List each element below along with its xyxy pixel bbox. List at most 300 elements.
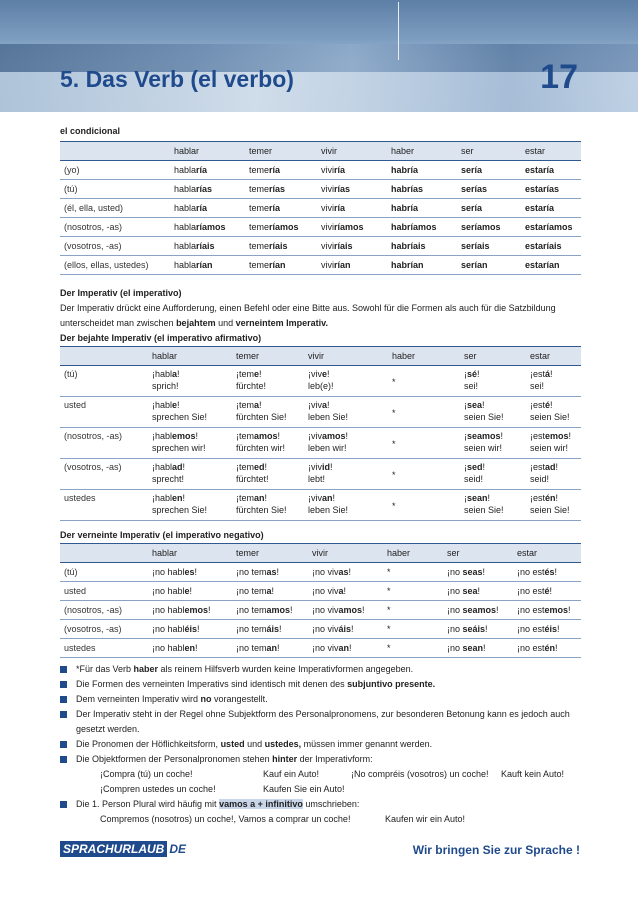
verb-ending: seas [462, 567, 483, 577]
exclamation: ! [483, 643, 486, 653]
verb-ending: e [322, 369, 328, 379]
verb-ending: a [338, 586, 344, 596]
verb-form-cell [383, 601, 443, 620]
verb-ending: sé [467, 369, 478, 379]
verb-ending: áis [266, 624, 280, 634]
verb-stem: ¡habl [152, 400, 173, 410]
verb-stem: ¡est [530, 493, 546, 503]
verb-ending: sed [467, 462, 483, 472]
verb-form-cell [308, 563, 383, 582]
note-item: *Für das Verb haber als reinem Hilfsverb wurden keine Imperativformen angegeben. [60, 662, 590, 677]
verb-ending: ad [545, 462, 556, 472]
verb-form-cell [148, 490, 232, 521]
verb-form-cell [232, 620, 308, 639]
exclamation: ! [327, 400, 330, 410]
exclamation: ! [195, 643, 198, 653]
subject-cell: (nosotros, -as) [60, 601, 148, 620]
verb-stem: teme [249, 260, 270, 270]
german-translation: sei! [530, 381, 545, 391]
verb-stem: ¡tem [236, 431, 254, 441]
verb-ending: as [338, 567, 349, 577]
verb-ending: estarías [525, 184, 560, 194]
verb-ending: amos [322, 431, 346, 441]
verb-stem: ¡habl [152, 493, 173, 503]
verb-form-cell [148, 397, 232, 428]
verb-stem: ¡viv [308, 462, 322, 472]
verb-ending: sea [467, 400, 483, 410]
verb-stem: ¡est [530, 400, 546, 410]
verb-form-cell [317, 237, 387, 256]
exclamation: ! [557, 624, 560, 634]
verb-form-cell [513, 563, 581, 582]
imperative-text-line2: unterscheidet man zwischen bejahtem und verneintem Imperativ. [60, 318, 328, 328]
verb-form-cell [304, 459, 388, 490]
verb-ending: seáis [462, 624, 486, 634]
verb-ending: habría [391, 203, 419, 213]
german-translation: lebt! [308, 474, 326, 484]
asterisk-mark: * [392, 377, 396, 387]
exclamation: ! [330, 462, 333, 472]
spanish-form [236, 368, 300, 380]
verb-ending: ed [254, 462, 265, 472]
verb-form-cell [148, 563, 232, 582]
verb-form-cell [148, 459, 232, 490]
column-header-hablar: hablar [170, 142, 245, 161]
verb-ending: sería [461, 165, 483, 175]
verb-form-cell [308, 582, 383, 601]
column-header-ser: ser [457, 142, 521, 161]
exclamation: ! [496, 605, 499, 615]
verb-stem: ¡no tem [236, 605, 267, 615]
verb-ending: áis [338, 624, 352, 634]
verb-form-cell [388, 397, 460, 428]
table-row [60, 459, 581, 490]
verb-form-cell [521, 199, 581, 218]
verb-stem: ¡no viv [312, 643, 339, 653]
exclamation: ! [351, 624, 354, 634]
verb-form-cell [148, 620, 232, 639]
exclamation: ! [550, 369, 553, 379]
verb-ending: ría [269, 203, 281, 213]
verb-stem: ¡tem [236, 493, 254, 503]
exclamation: ! [264, 493, 268, 503]
conditional-table [60, 141, 581, 275]
verb-form-cell [148, 601, 232, 620]
exclamation: ! [189, 586, 193, 596]
verb-form-cell [170, 161, 245, 180]
spanish-form [236, 399, 300, 411]
note-item: Die Objektformen der Personalpronomen stehen hinter der Imperativform: [60, 752, 590, 767]
subject-cell: (tú) [60, 180, 170, 199]
verb-ending: rías [196, 184, 213, 194]
verb-stem: ¡no est [517, 586, 545, 596]
verb-ending: és [544, 567, 555, 577]
exclamation: ! [349, 643, 352, 653]
table-row [60, 366, 581, 397]
subject-cell: (vosotros, -as) [60, 620, 148, 639]
verb-stem: ¡no viv [312, 567, 339, 577]
column-header-ser: ser [460, 347, 526, 366]
exclamation: ! [485, 624, 488, 634]
spanish-form [530, 368, 577, 380]
verb-stem: vivi [321, 184, 334, 194]
column-header-temer: temer [232, 347, 304, 366]
verb-ending: en [172, 493, 183, 503]
verb-ending: as [266, 567, 277, 577]
column-header-estar: estar [526, 347, 581, 366]
spanish-form [464, 399, 522, 411]
verb-ending: habríais [391, 241, 426, 251]
verb-ending: habrías [391, 184, 424, 194]
page-title: 5. Das Verb (el verbo) [60, 66, 294, 92]
column-header-haber: haber [383, 544, 443, 563]
exclamation: ! [477, 586, 481, 596]
verb-ending: sea [462, 586, 478, 596]
german-translation: seid! [464, 474, 484, 484]
verb-form-cell [304, 428, 388, 459]
verb-ending: an [266, 643, 278, 653]
asterisk-mark: * [392, 408, 396, 418]
verb-form-cell [387, 199, 457, 218]
verb-form-cell [513, 639, 581, 658]
table-row [60, 563, 581, 582]
verb-form-cell [526, 490, 581, 521]
verb-ending: ría [196, 165, 208, 175]
table-row [60, 428, 581, 459]
verb-stem: ¡ [464, 369, 467, 379]
exclamation: ! [348, 567, 352, 577]
verb-form-cell [232, 428, 304, 459]
verb-form-cell [513, 582, 581, 601]
spanish-form [530, 399, 577, 411]
verb-form-cell [317, 199, 387, 218]
exclamation: ! [362, 605, 365, 615]
verb-form-cell [148, 639, 232, 658]
exclamation: ! [345, 431, 349, 441]
verb-stem: ¡no habl [152, 586, 185, 596]
verb-form-cell [317, 161, 387, 180]
spanish-form [308, 492, 384, 504]
verb-form-cell [308, 620, 383, 639]
verb-stem: vivi [321, 203, 334, 213]
verb-form-cell [521, 237, 581, 256]
verb-ending: rías [269, 184, 286, 194]
exclamation: ! [182, 462, 186, 472]
verb-stem: ¡tem [236, 400, 254, 410]
table-row [60, 199, 581, 218]
subject-cell: ustedes [60, 639, 148, 658]
exclamation: ! [271, 586, 275, 596]
example-line: ¡Compren ustedes un coche! Kaufen Sie ein Auto! [100, 784, 345, 794]
table-row [60, 256, 581, 275]
subject-cell: (vosotros, -as) [60, 459, 148, 490]
verb-stem: vivi [321, 165, 334, 175]
verb-ending: e [254, 369, 260, 379]
exclamation: ! [555, 462, 559, 472]
verb-stem: ¡habl [152, 431, 173, 441]
imperative-intro [60, 286, 590, 331]
verb-ending: ríais [196, 241, 215, 251]
verb-form-cell [245, 199, 317, 218]
german-translation: seien Sie! [464, 505, 504, 515]
verb-form-cell [460, 490, 526, 521]
verb-stem: ¡no viv [312, 624, 339, 634]
exclamation: ! [177, 369, 180, 379]
exclamation: ! [259, 400, 262, 410]
verb-ending: éis [544, 624, 558, 634]
verb-form-cell [460, 397, 526, 428]
verb-ending: e [172, 400, 178, 410]
column-header-temer: temer [232, 544, 308, 563]
verb-ending: seríamos [461, 222, 501, 232]
brand-logo[interactable] [60, 841, 186, 857]
verb-form-cell [170, 256, 245, 275]
verb-ending: estaríais [525, 241, 562, 251]
verb-form-cell [304, 397, 388, 428]
verb-stem: habla [174, 165, 197, 175]
german-translation: leben Sie! [308, 412, 349, 422]
verb-form-cell [232, 397, 304, 428]
verb-ending: ad [172, 462, 183, 472]
verb-ending: emos [544, 605, 569, 615]
verb-stem: ¡no tem [236, 624, 267, 634]
verb-ending: ríamos [269, 222, 299, 232]
verb-form-cell [387, 161, 457, 180]
verb-form-cell [245, 218, 317, 237]
spanish-form [530, 461, 577, 473]
table-row [60, 180, 581, 199]
verb-ending: a [322, 400, 328, 410]
exclamation: ! [555, 643, 558, 653]
exclamation: ! [197, 624, 200, 634]
verb-ending: ríais [334, 241, 353, 251]
column-header-haber: haber [387, 142, 457, 161]
negative-imperative-table [60, 543, 581, 658]
exclamation: ! [482, 462, 486, 472]
exclamation: ! [555, 493, 559, 503]
verb-ending: sean [462, 643, 484, 653]
german-translation: leb(e)! [308, 381, 334, 391]
verb-stem: habla [174, 203, 197, 213]
verb-form-cell [387, 218, 457, 237]
verb-stem: ¡ [464, 400, 467, 410]
note-item: Dem verneinten Imperativ wird no vorangestellt. [60, 692, 590, 707]
spanish-form [530, 492, 577, 504]
bullet-icon [60, 711, 67, 718]
verb-form-cell [457, 180, 521, 199]
verb-form-cell [457, 199, 521, 218]
bullet-icon [60, 681, 67, 688]
spanish-form [236, 492, 300, 504]
verb-form-cell [148, 366, 232, 397]
spanish-form [152, 492, 228, 504]
verb-form-cell [513, 620, 581, 639]
german-translation: seien Sie! [464, 412, 504, 422]
bullet-icon [60, 696, 67, 703]
verb-stem: vivi [321, 260, 334, 270]
spanish-form [152, 461, 228, 473]
verb-form-cell [526, 397, 581, 428]
verb-stem: habla [174, 260, 197, 270]
verb-ending: é [544, 586, 550, 596]
verb-stem: ¡no [447, 586, 463, 596]
spanish-form [236, 461, 300, 473]
verb-stem: ¡no est [517, 643, 545, 653]
verb-stem: ¡no [447, 643, 463, 653]
verb-stem: ¡no est [517, 605, 545, 615]
verb-form-cell [232, 601, 308, 620]
bullet-icon [60, 666, 67, 673]
verb-ending: emos [184, 605, 209, 615]
verb-stem: ¡viv [308, 493, 322, 503]
table-row [60, 161, 581, 180]
verb-stem: ¡est [530, 369, 546, 379]
exclamation: ! [343, 586, 347, 596]
verb-ending: seríais [461, 241, 490, 251]
verb-stem: ¡no habl [152, 567, 185, 577]
verb-form-cell [443, 563, 513, 582]
verb-stem: teme [249, 241, 270, 251]
verb-form-cell [232, 582, 308, 601]
verb-ending: sean [467, 493, 488, 503]
verb-ending: emos [545, 431, 569, 441]
verb-ending: rían [196, 260, 213, 270]
subject-cell: (él, ella, usted) [60, 199, 170, 218]
verb-form-cell [388, 459, 460, 490]
note-item: Die Pronomen der Höflichkeitsform, usted und ustedes, müssen immer genannt werden. [60, 737, 590, 752]
verb-stem: teme [249, 165, 270, 175]
subject-cell: (ellos, ellas, ustedes) [60, 256, 170, 275]
table-row [60, 639, 581, 658]
spanish-form [464, 430, 522, 442]
verb-ending: ría [334, 165, 346, 175]
verb-form-cell [388, 366, 460, 397]
german-translation: seien wir! [530, 443, 569, 453]
spanish-form [464, 368, 522, 380]
column-header-estar: estar [513, 544, 581, 563]
column-header-hablar: hablar [148, 544, 232, 563]
verb-ending: an [322, 493, 333, 503]
table-row [60, 237, 581, 256]
subject-cell: (vosotros, -as) [60, 237, 170, 256]
verb-ending: estarían [525, 260, 560, 270]
verb-stem: vivi [321, 222, 334, 232]
verb-form-cell [460, 428, 526, 459]
verb-ending: á [545, 369, 551, 379]
verb-form-cell [521, 180, 581, 199]
verb-form-cell [513, 601, 581, 620]
verb-ending: amos [338, 605, 363, 615]
verb-ending: seamos [462, 605, 497, 615]
exclamation: ! [194, 567, 198, 577]
verb-ending: ría [269, 165, 281, 175]
affirmative-label: Der bejahte Imperativ (el imperativo afirmativo) [60, 333, 262, 343]
verb-stem: ¡no est [517, 624, 545, 634]
verb-ending: én [545, 493, 556, 503]
verb-form-cell [170, 218, 245, 237]
verb-stem: ¡no habl [152, 624, 185, 634]
german-translation: fürchtet! [236, 474, 269, 484]
imperative-heading: Der Imperativ (el imperativo) [60, 288, 182, 298]
verb-stem: ¡no tem [236, 586, 267, 596]
verb-form-cell [304, 490, 388, 521]
column-header-vivir: vivir [304, 347, 388, 366]
verb-form-cell [460, 366, 526, 397]
verb-form-cell [521, 161, 581, 180]
verb-form-cell [304, 366, 388, 397]
verb-stem: ¡viv [308, 431, 322, 441]
german-translation: sprich! [152, 381, 179, 391]
asterisk-mark: * [387, 643, 391, 653]
column-header-hablar: hablar [148, 347, 232, 366]
verb-stem: ¡no tem [236, 643, 267, 653]
example-line: Compremos (nosotros) un coche!, Vamos a comprar un coche! Kaufen wir ein Auto! [100, 814, 466, 824]
german-translation: sei! [464, 381, 479, 391]
verb-ending: habría [391, 165, 419, 175]
verb-form-cell [526, 459, 581, 490]
german-translation: fürchte! [236, 381, 267, 391]
exclamation: ! [279, 624, 282, 634]
verb-ending: a [172, 369, 178, 379]
column-header-empty [60, 347, 148, 366]
german-translation: seien Sie! [530, 505, 570, 515]
subject-cell: usted [60, 582, 148, 601]
column-header-haber: haber [388, 347, 460, 366]
table-row [60, 601, 581, 620]
brand-name: SPRACHURLAUB [60, 841, 167, 857]
subject-cell: (nosotros, -as) [60, 218, 170, 237]
note-item: Die Formen des verneinten Imperativs sind identisch mit denen des subjuntivo presente. [60, 677, 590, 692]
exclamation: ! [500, 431, 504, 441]
boat-mast [398, 2, 399, 60]
exclamation: ! [208, 605, 211, 615]
verb-stem: ¡viv [308, 369, 322, 379]
verb-ending: rían [334, 260, 351, 270]
verb-form-cell [383, 582, 443, 601]
spanish-form [152, 399, 228, 411]
german-translation: leben Sie! [308, 505, 349, 515]
verb-stem: teme [249, 203, 270, 213]
bullet-icon [60, 741, 67, 748]
imperative-text-line1: Der Imperativ drückt eine Aufforderung, einen Befehl oder eine Bitte aus. Sowohl für die Formen als auch für die Satzbildung [60, 303, 556, 313]
verb-ending: é [545, 400, 551, 410]
asterisk-mark: * [387, 567, 391, 577]
column-header-ser: ser [443, 544, 513, 563]
column-header-vivir: vivir [308, 544, 383, 563]
verb-form-cell [170, 180, 245, 199]
affirmative-imperative-table [60, 346, 581, 521]
verb-stem: ¡viv [308, 400, 322, 410]
subject-cell: (tú) [60, 563, 148, 582]
verb-ending: e [184, 586, 190, 596]
table-row [60, 218, 581, 237]
verb-ending: estaría [525, 203, 555, 213]
verb-stem: ¡est [530, 462, 546, 472]
verb-stem: ¡no [447, 567, 463, 577]
exclamation: ! [277, 643, 280, 653]
table-row [60, 397, 581, 428]
asterisk-mark: * [387, 605, 391, 615]
german-translation: fürchten wir! [236, 443, 286, 453]
spanish-form [464, 461, 522, 473]
verb-stem: ¡no habl [152, 605, 185, 615]
verb-stem: habla [174, 222, 197, 232]
verb-stem: habla [174, 184, 197, 194]
verb-ending: habríamos [391, 222, 437, 232]
verb-stem: ¡no habl [152, 643, 185, 653]
verb-ending: a [266, 586, 272, 596]
exclamation: ! [568, 431, 572, 441]
